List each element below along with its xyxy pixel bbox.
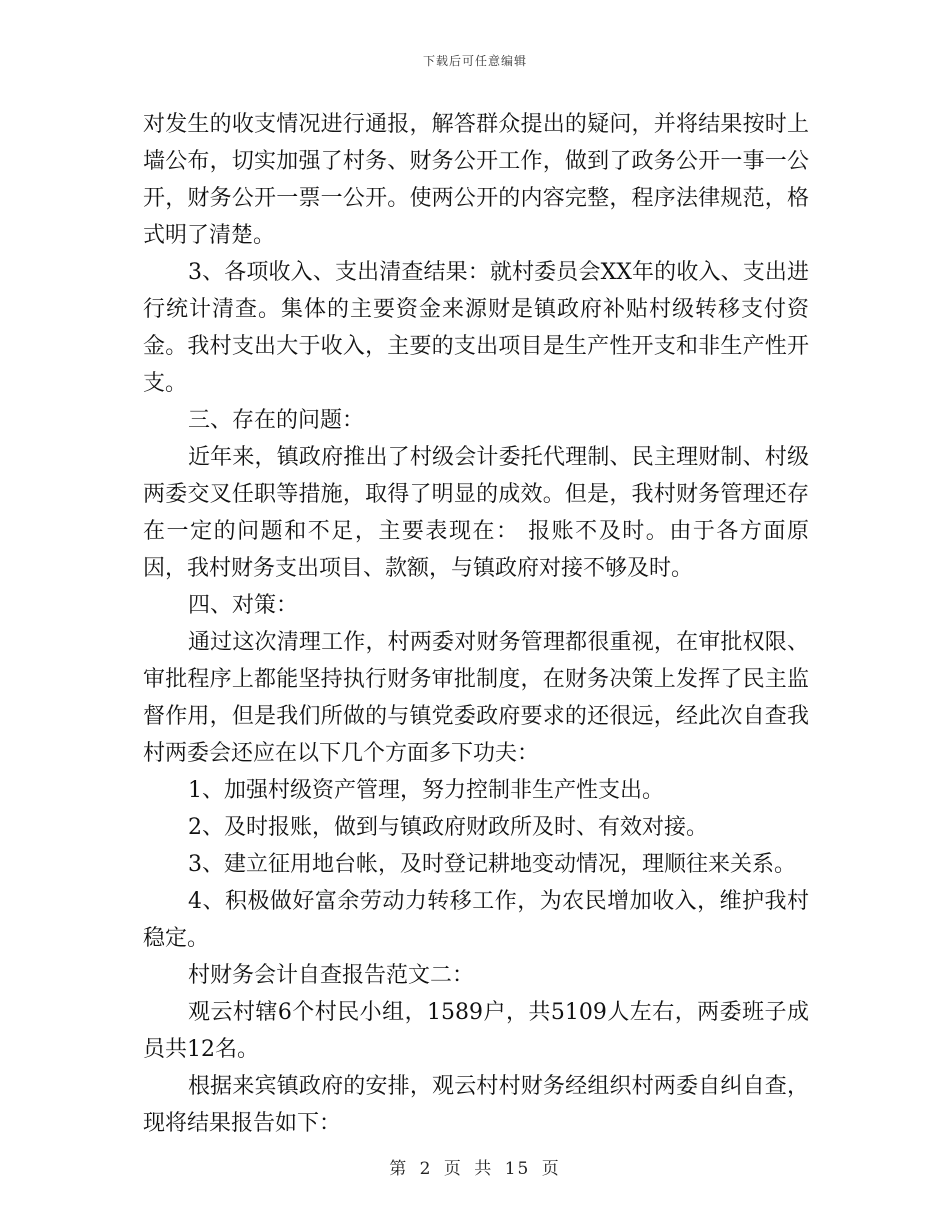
section-heading: 四、对策： xyxy=(188,593,299,618)
document-body xyxy=(143,106,809,1142)
paragraph: 对发生的收支情况进行通报，解答群众提出的疑问，并将结果按时上墙公布，切实加强了村务、财务公开工作，做到了政务公开一事一公开，财务公开一票一公开。使两公开的内容完整，程序法律规范，格式明了清楚。 xyxy=(143,112,809,248)
paragraph: 3、各项收入、支出清查结果：就村委员会XX年的收入、支出进行统计清查。集体的主要资金来源财是镇政府补贴村级转移支付资金。我村支出大于收入，主要的支出项目是生产性开支和非生产性开支。 xyxy=(143,260,809,396)
list-item: 4、积极做好富余劳动力转移工作，为农民增加收入，维护我村稳定。 xyxy=(143,889,809,951)
paragraph: 近年来，镇政府推出了村级会计委托代理制、民主理财制、村级两委交叉任职等措施，取得了明显的成效。但是，我村财务管理还存在一定的问题和不足，主要表现在： 报账不及时。由于各方面原因，我村财务支出项目、款额，与镇政府对接不够及时。 xyxy=(143,445,809,581)
section-heading: 村财务会计自查报告范文二： xyxy=(188,963,475,988)
paragraph: 观云村辖6个村民小组，1589户，共5109人左右，两委班子成员共12名。 xyxy=(143,1000,809,1062)
section-heading: 三、存在的问题： xyxy=(188,408,365,433)
list-item: 1、加强村级资产管理，努力控制非生产性支出。 xyxy=(188,778,664,803)
list-item: 3、建立征用地台帐，及时登记耕地变动情况，理顺往来关系。 xyxy=(188,852,796,877)
page-header: 下载后可任意编辑 xyxy=(422,54,527,68)
list-item: 2、及时报账，做到与镇政府财政所及时、有效对接。 xyxy=(188,815,708,840)
paragraph: 根据来宾镇政府的安排，观云村村财务经组织村两委自纠自查，现将结果报告如下： xyxy=(143,1074,809,1136)
paragraph: 通过这次清理工作，村两委对财务管理都很重视，在审批权限、审批程序上都能坚持执行财务审批制度，在财务决策上发挥了民主监督作用，但是我们所做的与镇党委政府要求的还很远，经此次自查我村两委会还应在以下几个方面多下功夫： xyxy=(143,630,809,766)
page-footer: 第 2 页 共 15 页 xyxy=(389,1159,561,1179)
